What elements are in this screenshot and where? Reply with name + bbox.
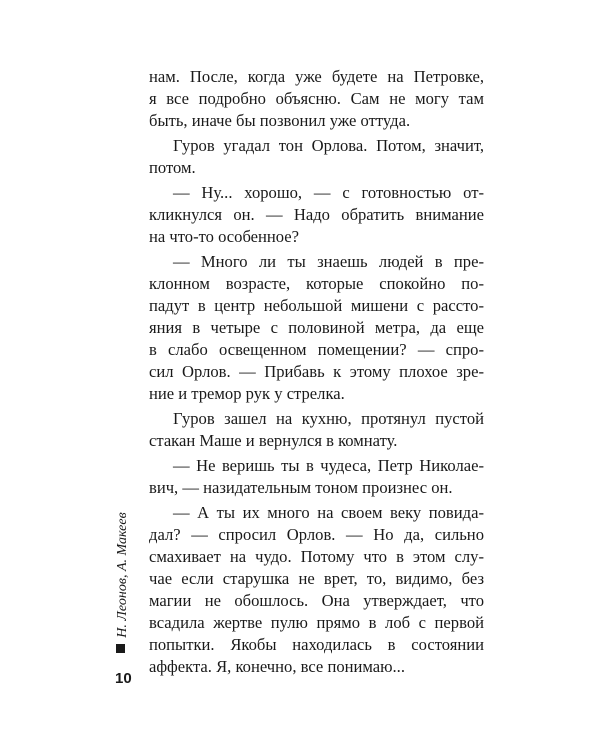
text-line: — Ну... хорошо, — с готовностью от-	[173, 183, 484, 202]
text-line: Гуров угадал тон Орлова. Потом, значит,	[173, 136, 484, 155]
text-line: сил Орлов. — Прибавь к этому плохое зре-	[149, 362, 484, 381]
text-line: аффекта. Я, конечно, все понимаю...	[149, 657, 405, 676]
text-line: — А ты их много на своем веку повида-	[173, 503, 484, 522]
running-head-authors: Н. Леонов, А. Макеев	[115, 512, 130, 638]
text-line: Гуров зашел на кухню, протянул пустой	[173, 409, 484, 428]
text-line: стакан Маше и вернулся в комнату.	[149, 431, 398, 450]
text-line: — Не веришь ты в чудеса, Петр Николае-	[173, 456, 484, 475]
text-line: всадила жертве пулю прямо в лоб с первой	[149, 613, 484, 632]
text-line: смахивает на чудо. Потому что в этом слу-	[149, 547, 484, 566]
body-text	[149, 66, 484, 678]
text-line: — Много ли ты знаешь людей в пре-	[173, 252, 484, 271]
text-line: яния в четыре с половиной метра, да еще	[149, 318, 484, 337]
text-line: падут в центр небольшой мишени с рассто-	[149, 296, 484, 315]
text-line: ние и тремор рук у стрелка.	[149, 384, 345, 403]
text-line: на что-то особенное?	[149, 227, 300, 246]
text-line: дал? — спросил Орлов. — Но да, сильно	[149, 525, 484, 544]
text-line: кликнулся он. — Надо обратить внимание	[149, 205, 484, 224]
text-line: потом.	[149, 158, 196, 177]
text-line: нам. После, когда уже будете на Петровке,	[149, 67, 484, 86]
text-line: быть, иначе бы позвонил уже оттуда.	[149, 111, 411, 130]
text-line: попытки. Якобы находилась в состоянии	[149, 635, 484, 654]
text-line: магии не обошлось. Она утверждает, что	[149, 591, 484, 610]
text-line: я все подробно объясню. Сам не могу там	[149, 89, 484, 108]
square-marker-icon	[116, 644, 125, 653]
text-line: чае если старушка не врет, то, видимо, без	[149, 569, 484, 588]
page-number: 10	[115, 670, 132, 687]
text-line: вич, — назидательным тоном произнес он.	[149, 478, 453, 497]
text-line: в слабо освещенном помещении? — спро-	[149, 340, 484, 359]
text-line: клонном возрасте, которые спокойно по-	[149, 274, 484, 293]
running-head	[113, 495, 133, 655]
